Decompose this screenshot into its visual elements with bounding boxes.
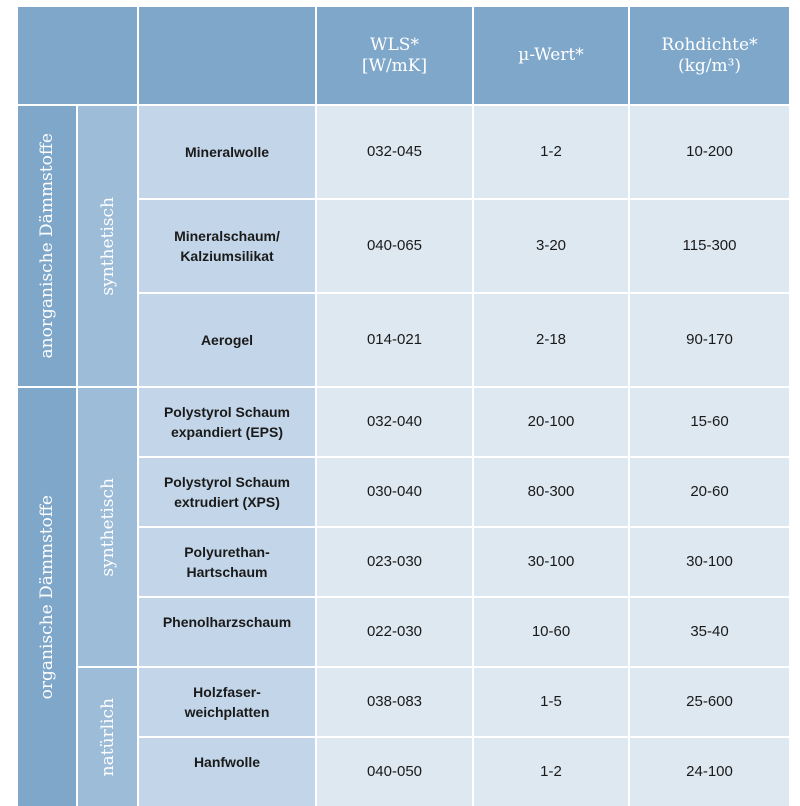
material-name	[139, 528, 315, 596]
material-name	[139, 294, 315, 386]
material-name	[139, 738, 315, 806]
header-rohdichte	[630, 7, 789, 104]
material-name-line1: Mineralwolle	[184, 144, 270, 160]
group-organic-text: organische Dämmstoffe	[37, 494, 57, 700]
wls-value: 032-040	[317, 388, 472, 456]
material-name-line1: Phenolharzschaum	[162, 614, 292, 630]
material-name	[139, 668, 315, 736]
header-wls-title: WLS*	[370, 34, 419, 55]
header-empty-name	[139, 7, 315, 104]
header-rho-title: Rohdichte*	[661, 34, 758, 55]
header-wls	[317, 7, 472, 104]
group-anorganic-synthetic-text: synthetisch	[97, 196, 118, 296]
mu-value: 2-18	[474, 294, 628, 386]
rohdichte-value: 35-40	[630, 598, 789, 666]
header-rho-unit: (kg/m³)	[677, 55, 742, 76]
rohdichte-value: 20-60	[630, 458, 789, 526]
material-name-line1: Holzfaser-	[193, 684, 261, 700]
material-name-line2: extrudiert (XPS)	[174, 494, 280, 510]
material-name-line2: Hartschaum	[186, 564, 268, 580]
material-name	[139, 388, 315, 456]
header-mu-label: µ-Wert*	[518, 45, 584, 65]
mu-value: 1-5	[474, 668, 628, 736]
wls-value: 032-045	[317, 106, 472, 198]
material-name-line2: Kalziumsilikat	[180, 248, 274, 264]
group-anorganic-label	[18, 106, 76, 386]
insulation-table	[18, 7, 789, 806]
material-name-line1: Polystyrol Schaum	[163, 404, 291, 420]
material-name-line1: Mineralschaum/	[174, 228, 280, 244]
rohdichte-value: 115-300	[630, 200, 789, 292]
wls-value: 030-040	[317, 458, 472, 526]
header-mu	[474, 7, 628, 104]
group-organic-natural-text: natürlich	[97, 697, 118, 777]
rohdichte-value: 30-100	[630, 528, 789, 596]
material-name	[139, 598, 315, 666]
rohdichte-value: 10-200	[630, 106, 789, 198]
group-organic-label	[18, 388, 76, 806]
material-name-line1: Polyurethan-	[184, 544, 270, 560]
wls-value: 023-030	[317, 528, 472, 596]
wls-value: 040-050	[317, 738, 472, 806]
mu-value: 1-2	[474, 738, 628, 806]
wls-value: 038-083	[317, 668, 472, 736]
rohdichte-value: 90-170	[630, 294, 789, 386]
material-name-line2: weichplatten	[184, 704, 270, 720]
wls-value: 022-030	[317, 598, 472, 666]
header-empty-left	[18, 7, 137, 104]
mu-value: 3-20	[474, 200, 628, 292]
group-organic-synthetic-text: synthetisch	[97, 477, 118, 577]
rohdichte-value: 24-100	[630, 738, 789, 806]
material-name-line1: Aerogel	[200, 332, 254, 348]
wls-value: 014-021	[317, 294, 472, 386]
material-name-line1: Hanfwolle	[193, 754, 261, 770]
rohdichte-value: 15-60	[630, 388, 789, 456]
mu-value: 30-100	[474, 528, 628, 596]
header-wls-unit: [W/mK]	[361, 55, 428, 76]
mu-value: 10-60	[474, 598, 628, 666]
mu-value: 80-300	[474, 458, 628, 526]
wls-value: 040-065	[317, 200, 472, 292]
mu-value: 1-2	[474, 106, 628, 198]
material-name	[139, 106, 315, 198]
group-anorganic-text: anorganische Dämmstoffe	[37, 133, 57, 359]
rohdichte-value: 25-600	[630, 668, 789, 736]
material-name	[139, 200, 315, 292]
group-anorganic-synthetic	[78, 106, 137, 386]
material-name	[139, 458, 315, 526]
material-name-line2: expandiert (EPS)	[170, 424, 284, 440]
group-organic-natural	[78, 668, 137, 806]
material-name-line1: Polystyrol Schaum	[163, 474, 291, 490]
mu-value: 20-100	[474, 388, 628, 456]
group-organic-synthetic	[78, 388, 137, 666]
